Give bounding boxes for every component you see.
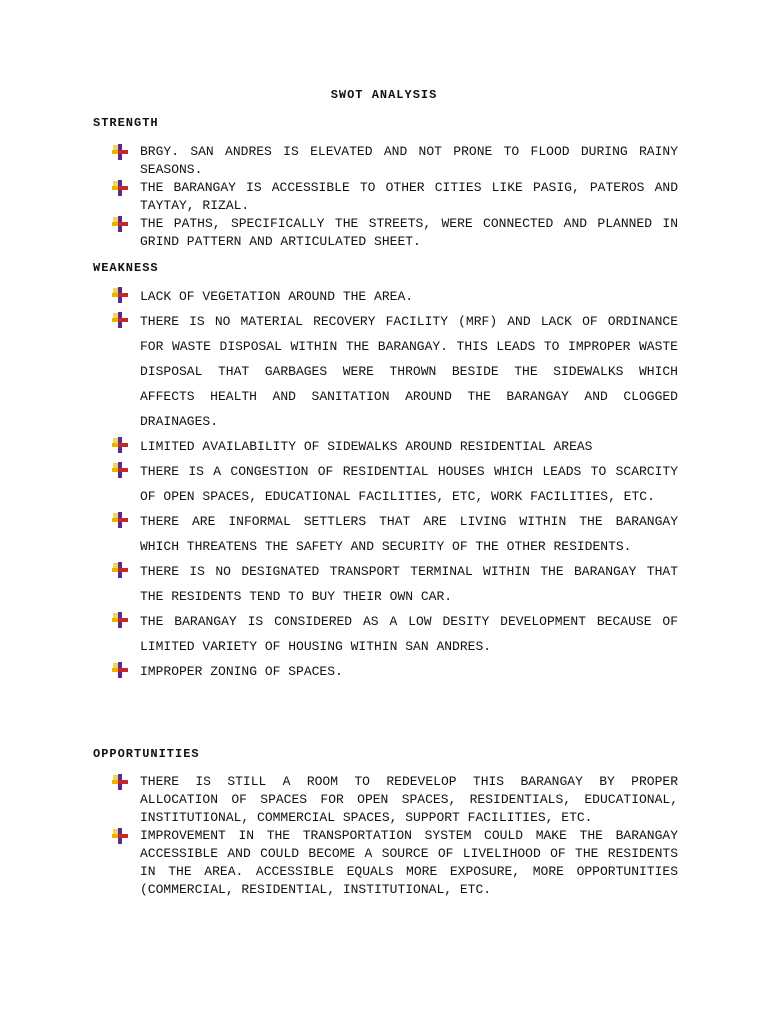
weakness-item xyxy=(112,509,678,559)
strength-item xyxy=(112,143,678,179)
weakness-item-text: LIMITED AVAILABILITY OF SIDEWALKS AROUND RESIDENTIAL AREAS xyxy=(140,439,593,454)
weakness-item xyxy=(112,434,678,459)
strength-item-text: BRGY. SAN ANDRES IS ELEVATED AND NOT PRONE TO FLOOD DURING RAINY SEASONS. xyxy=(140,144,678,177)
strength-heading: STRENGTH xyxy=(93,116,159,130)
opportunities-list xyxy=(112,773,678,899)
cross-arrow-bullet-icon xyxy=(112,312,128,328)
cross-arrow-bullet-icon xyxy=(112,216,128,232)
opportunities-item xyxy=(112,827,678,899)
strength-item xyxy=(112,215,678,251)
cross-arrow-bullet-icon xyxy=(112,774,128,790)
weakness-item-text: IMPROPER ZONING OF SPACES. xyxy=(140,664,343,679)
weakness-list xyxy=(112,284,678,684)
weakness-item-text: THERE IS A CONGESTION OF RESIDENTIAL HOUSES WHICH LEADS TO SCARCITY OF OPEN SPACES, EDUCATIONAL FACILITIES, ETC, WORK FACILITIES, ETC. xyxy=(140,464,678,504)
opportunities-item-text: THERE IS STILL A ROOM TO REDEVELOP THIS BARANGAY BY PROPER ALLOCATION OF SPACES FOR OPEN SPACES, RESIDENTIALS, EDUCATIONAL, INSTITUTIONAL, COMMERCIAL SPACES, SUPPORT FACILITIES, ETC. xyxy=(140,774,678,825)
cross-arrow-bullet-icon xyxy=(112,662,128,678)
weakness-item xyxy=(112,284,678,309)
weakness-item-text: LACK OF VEGETATION AROUND THE AREA. xyxy=(140,289,414,304)
weakness-heading: WEAKNESS xyxy=(93,261,159,275)
weakness-item xyxy=(112,659,678,684)
opportunities-heading: OPPORTUNITIES xyxy=(93,747,200,761)
strength-list xyxy=(112,143,678,251)
weakness-item xyxy=(112,459,678,509)
cross-arrow-bullet-icon xyxy=(112,462,128,478)
weakness-item-text: THERE ARE INFORMAL SETTLERS THAT ARE LIVING WITHIN THE BARANGAY WHICH THREATENS THE SAFETY AND SECURITY OF THE OTHER RESIDENTS. xyxy=(140,514,678,554)
weakness-item xyxy=(112,609,678,659)
cross-arrow-bullet-icon xyxy=(112,512,128,528)
weakness-item xyxy=(112,559,678,609)
cross-arrow-bullet-icon xyxy=(112,144,128,160)
cross-arrow-bullet-icon xyxy=(112,828,128,844)
opportunities-item xyxy=(112,773,678,827)
strength-item-text: THE BARANGAY IS ACCESSIBLE TO OTHER CITIES LIKE PASIG, PATEROS AND TAYTAY, RIZAL. xyxy=(140,180,678,213)
opportunities-item-text: IMPROVEMENT IN THE TRANSPORTATION SYSTEM COULD MAKE THE BARANGAY ACCESSIBLE AND COULD BECOME A SOURCE OF LIVELIHOOD OF THE RESIDENTS IN THE AREA. ACCESSIBLE EQUALS MORE EXPOSURE, MORE OPPORTUNITIES (COMMERCIAL, RESIDENTIAL, INSTITUTIONAL, ETC. xyxy=(140,828,678,897)
document-title: SWOT ANALYSIS xyxy=(330,88,438,102)
cross-arrow-bullet-icon xyxy=(112,562,128,578)
strength-item xyxy=(112,179,678,215)
weakness-item xyxy=(112,309,678,434)
strength-item-text: THE PATHS, SPECIFICALLY THE STREETS, WERE CONNECTED AND PLANNED IN GRIND PATTERN AND ARTICULATED SHEET. xyxy=(140,216,678,249)
weakness-item-text: THERE IS NO DESIGNATED TRANSPORT TERMINAL WITHIN THE BARANGAY THAT THE RESIDENTS TEND TO BUY THEIR OWN CAR. xyxy=(140,564,678,604)
cross-arrow-bullet-icon xyxy=(112,612,128,628)
cross-arrow-bullet-icon xyxy=(112,180,128,196)
cross-arrow-bullet-icon xyxy=(112,287,128,303)
cross-arrow-bullet-icon xyxy=(112,437,128,453)
weakness-item-text: THE BARANGAY IS CONSIDERED AS A LOW DESITY DEVELOPMENT BECAUSE OF LIMITED VARIETY OF HOUSING WITHIN SAN ANDRES. xyxy=(140,614,678,654)
weakness-item-text: THERE IS NO MATERIAL RECOVERY FACILITY (MRF) AND LACK OF ORDINANCE FOR WASTE DISPOSAL WITHIN THE BARANGAY. THIS LEADS TO IMPROPER WASTE DISPOSAL THAT GARBAGES WERE THROWN BESIDE THE SIDEWALKS WHICH AFFECTS HEALTH AND SANITATION AROUND THE BARANGAY AND CLOGGED DRAINAGES. xyxy=(140,314,678,429)
